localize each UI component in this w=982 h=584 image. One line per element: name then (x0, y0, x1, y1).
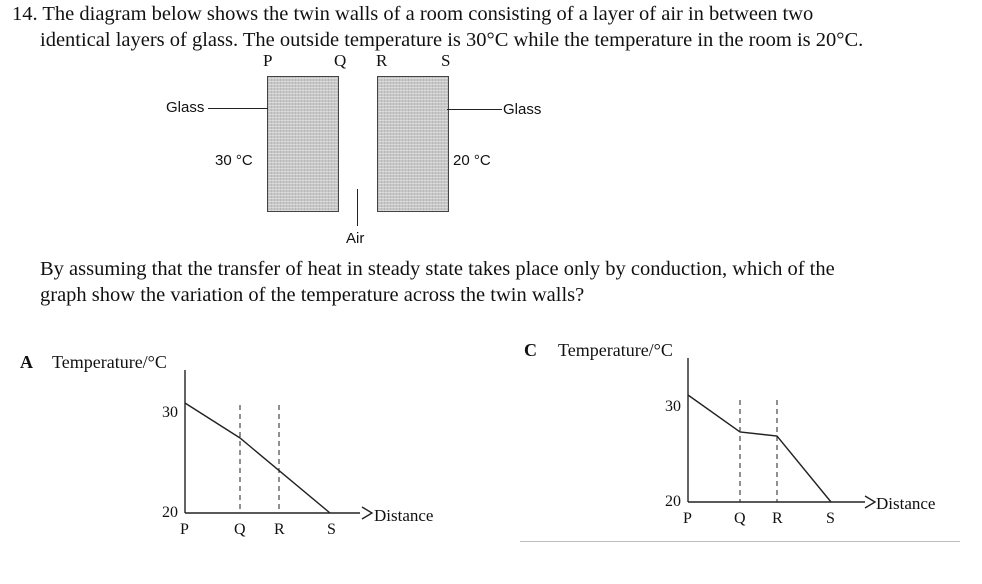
glass-label-right: Glass (503, 101, 542, 118)
graph-a-xtick-p: P (180, 521, 189, 538)
diagram-label-r: R (376, 51, 388, 70)
graph-c-temperature-line (688, 395, 831, 502)
graph-a-ytick-20: 20 (162, 504, 178, 521)
graph-a-xtick-r: R (274, 521, 285, 538)
question-line-3: By assuming that the transfer of heat in steady state takes place only by conduction, which of the (40, 258, 835, 280)
graph-a-ylabel: Temperature/°C (52, 352, 167, 372)
graph-c-xtick-q: Q (734, 510, 746, 527)
graph-c-ytick-30: 30 (665, 398, 681, 415)
question-line-2: identical layers of glass. The outside temperature is 30°C while the temperature in the room is 20°C. (40, 29, 864, 51)
temp-inside-label: 20 °C (453, 152, 491, 169)
bottom-divider (520, 541, 960, 542)
option-a-letter: A (20, 352, 33, 372)
graph-c-ylabel: Temperature/°C (558, 340, 673, 360)
graph-c-xtick-p: P (683, 510, 692, 527)
temp-outside-label: 30 °C (215, 152, 253, 169)
question-line-4: graph show the variation of the temperature across the twin walls? (40, 284, 585, 306)
graph-c-xtick-s: S (826, 510, 835, 527)
option-c-letter: C (524, 340, 537, 360)
graph-a-xlabel: Distance (374, 506, 434, 525)
air-label: Air (346, 230, 365, 247)
question-line-1: 14. The diagram below shows the twin walls of a room consisting of a layer of air in between two (12, 3, 814, 25)
graph-c-ytick-20: 20 (665, 493, 681, 510)
glass-label-left: Glass (166, 99, 205, 116)
graph-c-xlabel: Distance (876, 494, 936, 513)
diagram-label-q: Q (334, 51, 347, 70)
graph-a-xtick-q: Q (234, 521, 246, 538)
diagram-label-s: S (441, 51, 451, 70)
graph-c-arrow (865, 496, 875, 508)
graph-a-ytick-30: 30 (162, 404, 178, 421)
diagram-label-p: P (263, 51, 273, 70)
graph-c-xtick-r: R (772, 510, 783, 527)
graph-a-xtick-s: S (327, 521, 336, 538)
